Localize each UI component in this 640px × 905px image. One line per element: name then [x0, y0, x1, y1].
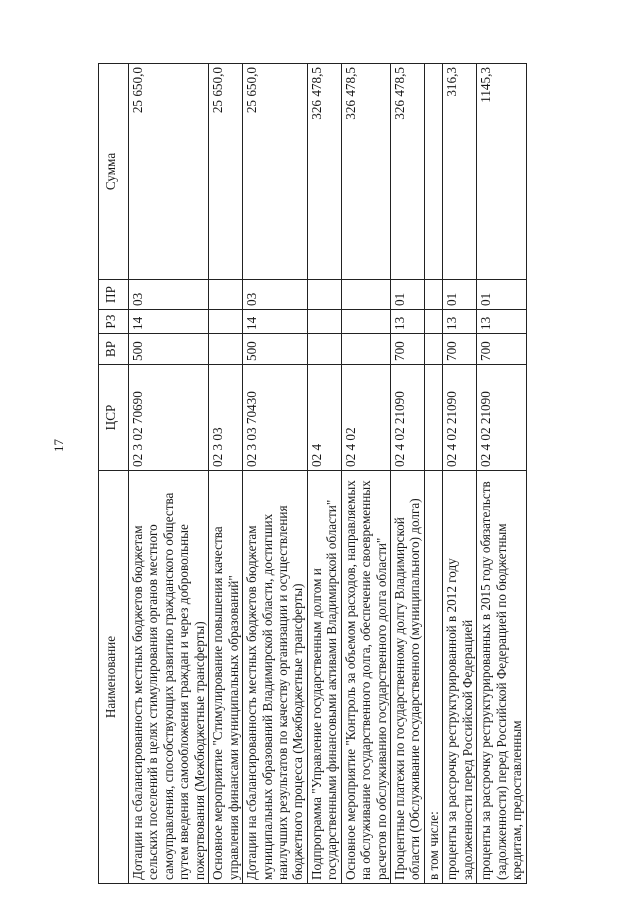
header-vr: ВР [99, 334, 129, 365]
cell-vr [209, 334, 243, 365]
cell-sum: 25 650,0 [243, 64, 308, 280]
table-row [341, 64, 390, 884]
table-row [477, 64, 526, 884]
cell-rz [341, 310, 390, 334]
cell-rz [424, 310, 442, 334]
cell-name: проценты за рассрочку реструктурированной в 2012 году задолженности перед Российской Федерацией [443, 471, 477, 884]
cell-sum: 326 478,5 [391, 64, 425, 280]
cell-name: Дотации на сбалансированность местных бюджетов бюджетам муниципальных образований Владимирской области, достигших наилучших результатов по качеству организации и осуществления бюджетного процесса (Межбюджетные трансферты) [243, 471, 308, 884]
cell-csr: 02 3 03 [209, 365, 243, 471]
cell-sum: 326 478,5 [341, 64, 390, 280]
cell-rz: 13 [477, 310, 526, 334]
cell-pr [341, 280, 390, 310]
cell-rz: 14 [243, 310, 308, 334]
table-row [307, 64, 341, 884]
cell-vr [341, 334, 390, 365]
header-rz: РЗ [99, 310, 129, 334]
cell-pr: 01 [443, 280, 477, 310]
cell-csr: 02 4 02 21090 [477, 365, 526, 471]
cell-csr [424, 365, 442, 471]
cell-sum: 316,3 [443, 64, 477, 280]
header-pr: ПР [99, 280, 129, 310]
header-csr: ЦСР [99, 365, 129, 471]
cell-pr: 01 [391, 280, 425, 310]
page-number: 17 [51, 439, 66, 452]
cell-rz: 13 [443, 310, 477, 334]
cell-vr [424, 334, 442, 365]
cell-pr [209, 280, 243, 310]
table-header-row [99, 64, 129, 884]
cell-sum: 25 650,0 [129, 64, 209, 280]
cell-name: Основное мероприятие "Стимулирование повышения качества управления финансами муниципальных образований" [209, 471, 243, 884]
cell-csr: 02 4 02 21090 [391, 365, 425, 471]
cell-rz: 13 [391, 310, 425, 334]
cell-name: Процентные платежи по государственному долгу Владимирской области (Обслуживание государственного (муниципального) долга) [391, 471, 425, 884]
cell-name: проценты за рассрочку реструктурированных в 2015 году обязательств (задолженности) перед Российской Федерацией по бюджетным кредитам, предоставленным [477, 471, 526, 884]
cell-vr: 700 [391, 334, 425, 365]
cell-sum [424, 64, 442, 280]
cell-csr: 02 4 02 [341, 365, 390, 471]
table-row [129, 64, 209, 884]
cell-pr: 03 [129, 280, 209, 310]
cell-csr: 02 4 [307, 365, 341, 471]
cell-vr: 700 [443, 334, 477, 365]
table-row [424, 64, 442, 884]
cell-pr: 03 [243, 280, 308, 310]
cell-rz [209, 310, 243, 334]
cell-sum: 326 478,5 [307, 64, 341, 280]
cell-vr: 500 [129, 334, 209, 365]
cell-pr [424, 280, 442, 310]
cell-sum: 25 650,0 [209, 64, 243, 280]
cell-vr: 700 [477, 334, 526, 365]
cell-rz: 14 [129, 310, 209, 334]
cell-name: в том числе: [424, 471, 442, 884]
header-name: Наименование [99, 471, 129, 884]
table-row [243, 64, 308, 884]
table-row [209, 64, 243, 884]
cell-name: Подпрограмма "Управление государственным долгом и государственными финансовыми активами Владимирской области" [307, 471, 341, 884]
cell-csr: 02 4 02 21090 [443, 365, 477, 471]
cell-name: Основное мероприятие "Контроль за объемом расходов, направляемых на обслуживание государственного долга, обеспечение своевременных расчетов по обслуживанию государственного долга области" [341, 471, 390, 884]
budget-table [98, 63, 527, 884]
cell-name: Дотации на сбалансированность местных бюджетов бюджетам сельских поселений в целях стимулирования органов местного самоуправления, способствующих развитию гражданского общества путем введения самообложения граждан и через добровольные пожертвования (Межбюджетные трансферты) [129, 471, 209, 884]
cell-pr: 01 [477, 280, 526, 310]
table-row [391, 64, 425, 884]
cell-sum: 1145,3 [477, 64, 526, 280]
cell-pr [307, 280, 341, 310]
cell-rz [307, 310, 341, 334]
cell-csr: 02 3 02 70690 [129, 365, 209, 471]
cell-vr: 500 [243, 334, 308, 365]
cell-vr [307, 334, 341, 365]
header-sum: Сумма [99, 64, 129, 280]
cell-csr: 02 3 03 70430 [243, 365, 308, 471]
rotated-content [98, 64, 548, 884]
table-row [443, 64, 477, 884]
